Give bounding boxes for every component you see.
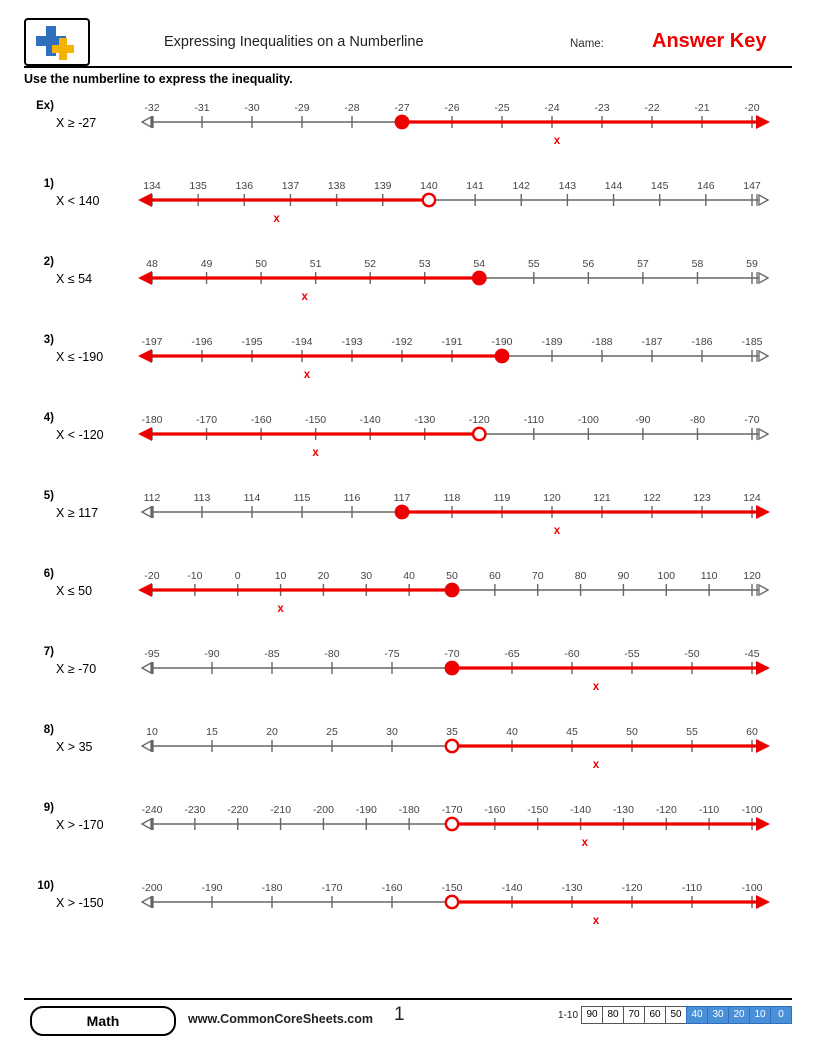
solution-ray xyxy=(138,349,502,363)
problem-number: 3) xyxy=(43,334,54,346)
tick-label: -140 xyxy=(501,882,523,894)
x-annotation: x xyxy=(581,837,589,849)
inequality-answer[interactable]: X ≤ -190 xyxy=(56,350,104,364)
numberline xyxy=(134,246,774,312)
problem-row xyxy=(24,90,792,168)
tick-label: -28 xyxy=(344,102,360,114)
numberline-svg-5 xyxy=(134,480,774,546)
tick-label: 45 xyxy=(566,726,578,738)
footer-divider xyxy=(24,998,792,1000)
tick-label: -196 xyxy=(191,336,213,348)
inequality-answer[interactable]: X ≤ 54 xyxy=(56,272,93,286)
problem-number: 1) xyxy=(43,178,54,190)
open-endpoint xyxy=(446,896,458,908)
closed-endpoint xyxy=(473,272,485,284)
tick-label: -25 xyxy=(494,102,510,114)
tick-label: -195 xyxy=(241,336,263,348)
tick-label: 135 xyxy=(189,180,207,192)
tick-label: -150 xyxy=(527,804,549,816)
open-arrow-left xyxy=(142,896,153,908)
tick-label: -60 xyxy=(564,648,580,660)
tick-label: -160 xyxy=(484,804,506,816)
tick-label: -230 xyxy=(184,804,206,816)
tick-label: 59 xyxy=(746,258,758,270)
inequality-answer[interactable]: X > -170 xyxy=(56,818,104,832)
solution-ray xyxy=(138,193,429,207)
tick-label: -95 xyxy=(144,648,160,660)
inequality-answer[interactable]: X > -150 xyxy=(56,896,104,910)
tick-label: -80 xyxy=(689,414,706,426)
tick-label: 139 xyxy=(374,180,392,192)
subject-label: Math xyxy=(86,1013,120,1029)
tick-label: -190 xyxy=(491,336,513,348)
x-annotation: x xyxy=(592,759,600,771)
tick-label: -120 xyxy=(621,882,643,894)
tick-label: 10 xyxy=(274,570,287,582)
tick-label: 134 xyxy=(143,180,161,192)
tick-label: -210 xyxy=(270,804,292,816)
x-annotation: x xyxy=(277,603,284,615)
tick-label: -220 xyxy=(227,804,249,816)
open-arrow-left xyxy=(142,506,153,518)
instructions-text: Use the numberline to express the inequality. xyxy=(24,72,293,86)
tick-label: -100 xyxy=(741,882,763,894)
x-annotation: x xyxy=(592,915,600,927)
tick-label: -188 xyxy=(591,336,613,348)
tick-label: 52 xyxy=(364,258,377,270)
problem-number: 4) xyxy=(43,412,54,424)
tick-label: 115 xyxy=(293,492,311,504)
solution-ray xyxy=(452,661,770,675)
problem-row xyxy=(24,792,792,870)
tick-label: -26 xyxy=(444,102,460,114)
tick-label: -192 xyxy=(391,336,413,348)
open-arrow-left xyxy=(142,740,153,752)
tick-label: 142 xyxy=(512,180,530,192)
problem-row xyxy=(24,870,792,948)
tick-label: -120 xyxy=(468,414,490,426)
inequality-answer[interactable]: X ≥ -70 xyxy=(56,662,97,676)
problem-number: 7) xyxy=(43,646,54,658)
tick-label: -180 xyxy=(141,414,163,426)
scale-cell: 60 xyxy=(644,1006,666,1024)
open-endpoint xyxy=(423,194,435,206)
tick-label: 60 xyxy=(746,726,758,738)
tick-label: 20 xyxy=(266,726,278,738)
problem-row xyxy=(24,714,792,792)
open-endpoint xyxy=(473,428,485,440)
scale-cell-row xyxy=(582,1006,792,1024)
tick-label: -21 xyxy=(694,102,710,114)
tick-label: 80 xyxy=(574,570,587,582)
tick-label: -200 xyxy=(312,804,334,816)
tick-label: 49 xyxy=(200,258,213,270)
tick-label: -27 xyxy=(394,102,410,114)
numberline xyxy=(134,480,774,546)
tick-label: 100 xyxy=(657,570,676,582)
tick-label: -24 xyxy=(544,102,560,114)
tick-label: -70 xyxy=(444,648,460,660)
solution-ray xyxy=(452,895,770,909)
problem-row xyxy=(24,480,792,558)
scale-cell: 90 xyxy=(581,1006,603,1024)
header-divider xyxy=(24,66,792,68)
closed-endpoint xyxy=(396,116,408,128)
tick-label: -140 xyxy=(359,414,381,426)
tick-label: -150 xyxy=(305,414,327,426)
tick-label: 138 xyxy=(327,180,346,192)
solution-ray xyxy=(402,115,770,129)
tick-label: 35 xyxy=(446,726,458,738)
tick-label: -10 xyxy=(187,570,203,582)
tick-label: -185 xyxy=(741,336,763,348)
numberline xyxy=(134,90,774,156)
subject-badge xyxy=(30,1006,176,1036)
tick-label: 40 xyxy=(506,726,518,738)
inequality-answer[interactable]: X < -120 xyxy=(56,428,104,442)
tick-label: -100 xyxy=(577,414,599,426)
tick-label: -150 xyxy=(441,882,463,894)
tick-label: -65 xyxy=(504,648,520,660)
tick-label: -110 xyxy=(523,414,544,426)
tick-label: -170 xyxy=(196,414,218,426)
tick-label: -186 xyxy=(691,336,713,348)
tick-label: -85 xyxy=(264,648,280,660)
numberline-svg-7 xyxy=(134,636,774,702)
numberline xyxy=(134,714,774,780)
closed-endpoint xyxy=(396,506,408,518)
x-annotation: x xyxy=(592,681,600,693)
tick-label: 141 xyxy=(466,180,484,192)
tick-label: -160 xyxy=(381,882,403,894)
tick-label: 60 xyxy=(489,570,501,582)
problem-row xyxy=(24,168,792,246)
scale-cell: 30 xyxy=(707,1006,729,1024)
tick-label: -180 xyxy=(261,882,283,894)
tick-label: -180 xyxy=(398,804,420,816)
tick-label: 57 xyxy=(637,258,649,270)
tick-label: 110 xyxy=(700,570,718,582)
tick-label: -197 xyxy=(141,336,163,348)
tick-label: 30 xyxy=(360,570,373,582)
tick-label: 55 xyxy=(686,726,698,738)
numberline-svg-0 xyxy=(134,90,774,156)
open-arrow-right xyxy=(757,272,768,284)
solution-ray xyxy=(138,583,452,597)
tick-label: -29 xyxy=(294,102,310,114)
open-arrow-left xyxy=(142,116,153,128)
tick-label: 140 xyxy=(420,180,438,192)
tick-label: 144 xyxy=(604,180,623,192)
tick-label: 10 xyxy=(146,726,158,738)
commoncoresheets-logo xyxy=(24,18,90,66)
tick-label: -140 xyxy=(570,804,592,816)
inequality-answer[interactable]: X ≥ 117 xyxy=(56,506,99,520)
tick-label: 121 xyxy=(593,492,611,504)
tick-label: 114 xyxy=(243,492,261,504)
tick-label: 120 xyxy=(543,492,561,504)
problem-number: 8) xyxy=(43,724,54,736)
problem-number: 5) xyxy=(43,490,54,502)
open-endpoint xyxy=(446,818,458,830)
tick-label: 58 xyxy=(691,258,704,270)
numberline-svg-8 xyxy=(134,714,774,780)
tick-label: 120 xyxy=(743,570,761,582)
tick-label: -20 xyxy=(144,570,160,582)
tick-label: -50 xyxy=(684,648,700,660)
tick-label: -70 xyxy=(744,414,760,426)
tick-label: -80 xyxy=(324,648,340,660)
tick-label: -190 xyxy=(201,882,223,894)
tick-label: -32 xyxy=(144,102,160,114)
tick-label: -193 xyxy=(341,336,363,348)
solution-ray xyxy=(138,271,479,285)
solution-ray xyxy=(452,739,770,753)
x-annotation: x xyxy=(273,213,280,225)
x-annotation: x xyxy=(553,525,561,537)
tick-label: -130 xyxy=(612,804,634,816)
inequality-answer[interactable]: X ≥ -27 xyxy=(56,116,97,130)
x-annotation: x xyxy=(312,447,319,459)
tick-label: 143 xyxy=(558,180,577,192)
tick-label: 119 xyxy=(493,492,511,504)
tick-label: 51 xyxy=(309,258,322,270)
tick-label: 50 xyxy=(255,258,267,270)
numberline-svg-10 xyxy=(134,870,774,936)
tick-label: -31 xyxy=(194,102,210,114)
numberline-svg-4 xyxy=(134,402,774,468)
tick-label: 117 xyxy=(393,492,411,504)
open-arrow-left xyxy=(142,662,153,674)
tick-label: -191 xyxy=(441,336,463,348)
scale-cell: 10 xyxy=(749,1006,771,1024)
solution-ray xyxy=(402,505,770,519)
page-number: 1 xyxy=(394,1004,405,1025)
problem-row xyxy=(24,402,792,480)
tick-label: -22 xyxy=(644,102,660,114)
tick-label: -240 xyxy=(141,804,163,816)
numberline xyxy=(134,870,774,936)
tick-label: -55 xyxy=(624,648,640,660)
tick-label: 70 xyxy=(531,570,544,582)
solution-ray xyxy=(138,427,479,441)
tick-label: -100 xyxy=(741,804,763,816)
tick-label: 0 xyxy=(234,570,241,582)
tick-label: 124 xyxy=(743,492,761,504)
scale-cell: 0 xyxy=(770,1006,792,1024)
tick-label: 145 xyxy=(650,180,669,192)
tick-label: -23 xyxy=(594,102,610,114)
tick-label: 112 xyxy=(143,492,161,504)
problem-row xyxy=(24,636,792,714)
problem-number: 6) xyxy=(43,568,54,580)
page-footer xyxy=(24,998,792,1038)
tick-label: -189 xyxy=(541,336,563,348)
closed-endpoint xyxy=(446,584,458,596)
plus-yellow-icon xyxy=(52,38,74,60)
problem-number: 9) xyxy=(43,802,54,814)
tick-label: -187 xyxy=(641,336,663,348)
closed-endpoint xyxy=(446,662,458,674)
inequality-answer[interactable]: X < 140 xyxy=(56,194,100,208)
inequality-answer[interactable]: X ≤ 50 xyxy=(56,584,93,598)
tick-label: -170 xyxy=(321,882,343,894)
open-arrow-right xyxy=(757,194,768,206)
inequality-answer[interactable]: X > 35 xyxy=(56,740,93,754)
tick-label: 113 xyxy=(193,492,211,504)
numberline xyxy=(134,168,774,234)
name-label: Name: xyxy=(570,38,604,50)
tick-label: 50 xyxy=(626,726,638,738)
tick-label: -90 xyxy=(204,648,220,660)
numberline-svg-2 xyxy=(134,246,774,312)
tick-label: -30 xyxy=(244,102,260,114)
tick-label: -160 xyxy=(250,414,272,426)
tick-label: 20 xyxy=(317,570,330,582)
tick-label: -120 xyxy=(655,804,677,816)
problem-list xyxy=(24,90,792,948)
tick-label: -130 xyxy=(414,414,436,426)
tick-label: 55 xyxy=(527,258,540,270)
tick-label: 123 xyxy=(693,492,711,504)
x-annotation: x xyxy=(301,291,308,303)
problem-row xyxy=(24,324,792,402)
tick-label: 56 xyxy=(582,258,595,270)
website-url: www.CommonCoreSheets.com xyxy=(188,1012,373,1026)
numberline xyxy=(134,558,774,624)
tick-label: 40 xyxy=(403,570,415,582)
tick-label: 53 xyxy=(418,258,431,270)
x-annotation: x xyxy=(553,135,561,147)
tick-label: 147 xyxy=(743,180,761,192)
page-title: Expressing Inequalities on a Numberline xyxy=(164,34,424,50)
numberline xyxy=(134,402,774,468)
numberline xyxy=(134,792,774,858)
tick-label: -190 xyxy=(355,804,377,816)
tick-label: -110 xyxy=(681,882,703,894)
grading-scale xyxy=(558,1006,792,1024)
page-header xyxy=(24,18,792,86)
scale-cell: 20 xyxy=(728,1006,750,1024)
tick-label: 15 xyxy=(206,726,218,738)
tick-label: 116 xyxy=(343,492,361,504)
problem-number: Ex) xyxy=(36,100,54,112)
tick-label: 54 xyxy=(473,258,486,270)
open-arrow-left xyxy=(142,818,153,830)
solution-ray xyxy=(452,817,770,831)
tick-label: 122 xyxy=(643,492,661,504)
scale-cell: 70 xyxy=(623,1006,645,1024)
tick-label: -170 xyxy=(441,804,463,816)
tick-label: 30 xyxy=(386,726,398,738)
tick-label: 90 xyxy=(617,570,630,582)
numberline xyxy=(134,324,774,390)
tick-label: 137 xyxy=(281,180,300,192)
numberline-svg-6 xyxy=(134,558,774,624)
tick-label: 48 xyxy=(146,258,158,270)
tick-label: 50 xyxy=(446,570,458,582)
tick-label: 25 xyxy=(326,726,338,738)
scale-cell: 80 xyxy=(602,1006,624,1024)
tick-label: -45 xyxy=(744,648,760,660)
tick-label: -90 xyxy=(635,414,651,426)
tick-label: -194 xyxy=(291,336,313,348)
tick-label: -20 xyxy=(744,102,760,114)
numberline-svg-1 xyxy=(134,168,774,234)
tick-label: -110 xyxy=(699,804,720,816)
scale-cell: 40 xyxy=(686,1006,708,1024)
tick-label: 146 xyxy=(697,180,715,192)
open-arrow-right xyxy=(757,428,768,440)
tick-label: -130 xyxy=(561,882,583,894)
problem-row xyxy=(24,246,792,324)
problem-number: 2) xyxy=(43,256,54,268)
open-arrow-right xyxy=(757,350,768,362)
numberline xyxy=(134,636,774,702)
numberline-svg-9 xyxy=(134,792,774,858)
tick-label: 118 xyxy=(443,492,461,504)
problem-number: 10) xyxy=(37,880,54,892)
x-annotation: x xyxy=(303,369,311,381)
tick-label: -75 xyxy=(384,648,400,660)
tick-label: 136 xyxy=(235,180,254,192)
problem-row xyxy=(24,558,792,636)
numberline-svg-3 xyxy=(134,324,774,390)
closed-endpoint xyxy=(496,350,508,362)
scale-cell: 50 xyxy=(665,1006,687,1024)
open-endpoint xyxy=(446,740,458,752)
tick-label: -200 xyxy=(141,882,163,894)
scale-range-label: 1-10 xyxy=(557,1009,578,1021)
answer-key-stamp: Answer Key xyxy=(652,30,767,52)
open-arrow-right xyxy=(757,584,768,596)
